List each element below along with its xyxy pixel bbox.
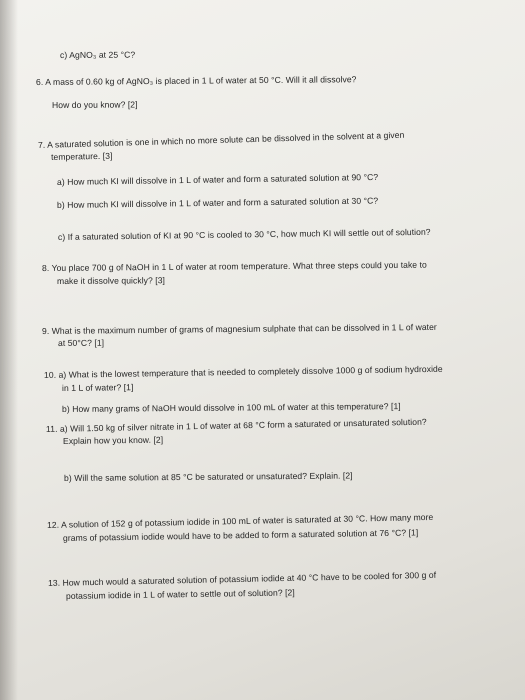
question-7b: b) How much KI will dissolve in 1 L of water and form a saturated solution at 30 °C? — [56, 195, 379, 210]
question-10a-line1: 10. a) What is the lowest temperature that is needed to completely dissolve 1000 g of sodium hydroxide — [43, 363, 443, 380]
question-7-line2: temperature. [3] — [50, 150, 113, 162]
question-11a-line2: Explain how you know. [2] — [62, 434, 164, 446]
question-11b: b) Will the same solution at 85 °C be saturated or unsaturated? Explain. [2] — [63, 470, 353, 483]
question-7a: a) How much KI will dissolve in 1 L of water and form a saturated solution at 90 °C? — [56, 171, 379, 187]
question-6-line2: How do you know? [2] — [51, 99, 138, 110]
question-10b: b) How many grams of NaOH would dissolve in 100 mL of water at this temperature? [1] — [61, 401, 401, 414]
question-13-line2: potassium iodide in 1 L of water to settle out of solution? [2] — [65, 587, 295, 601]
question-5c: c) AgNO₃ at 25 °C? — [59, 49, 136, 60]
question-6-line1: 6. A mass of 0.60 kg of AgNO₃ is placed in 1 L of water at 50 °C. Will it all dissolve? — [35, 74, 357, 87]
question-10a-line2: in 1 L of water? [1] — [61, 382, 134, 393]
question-13-line1: 13. How much would a saturated solution of potassium iodide at 40 °C have to be cooled for 300 g of — [47, 569, 437, 588]
page-shadow — [0, 0, 18, 700]
question-9-line1: 9. What is the maximum number of grams of magnesium sulphate that can be dissolved in 1 L of water — [41, 321, 437, 336]
question-11a-line1: 11. a) Will 1.50 kg of silver nitrate in 1 L of water at 68 °C form a saturated or unsaturated solution? — [45, 416, 427, 434]
question-9-line2: at 50°C? [1] — [57, 337, 105, 348]
question-7-line1: 7. A saturated solution is one in which no more solute can be dissolved in the solvent at a given — [37, 129, 405, 150]
question-7c: c) If a saturated solution of KI at 90 °C is cooled to 30 °C, how much KI will settle out of solution? — [57, 226, 431, 242]
question-12-line1: 12. A solution of 152 g of potassium iodide in 100 mL of water is saturated at 30 °C. How many more — [46, 511, 434, 530]
question-8-line2: make it dissolve quickly? [3] — [56, 275, 166, 286]
question-12-line2: grams of potassium iodide would have to be added to form a saturated solution at 76 °C? [1] — [62, 527, 419, 543]
question-8-line1: 8. You place 700 g of NaOH in 1 L of water at room temperature. What three steps could you take to — [41, 259, 427, 273]
